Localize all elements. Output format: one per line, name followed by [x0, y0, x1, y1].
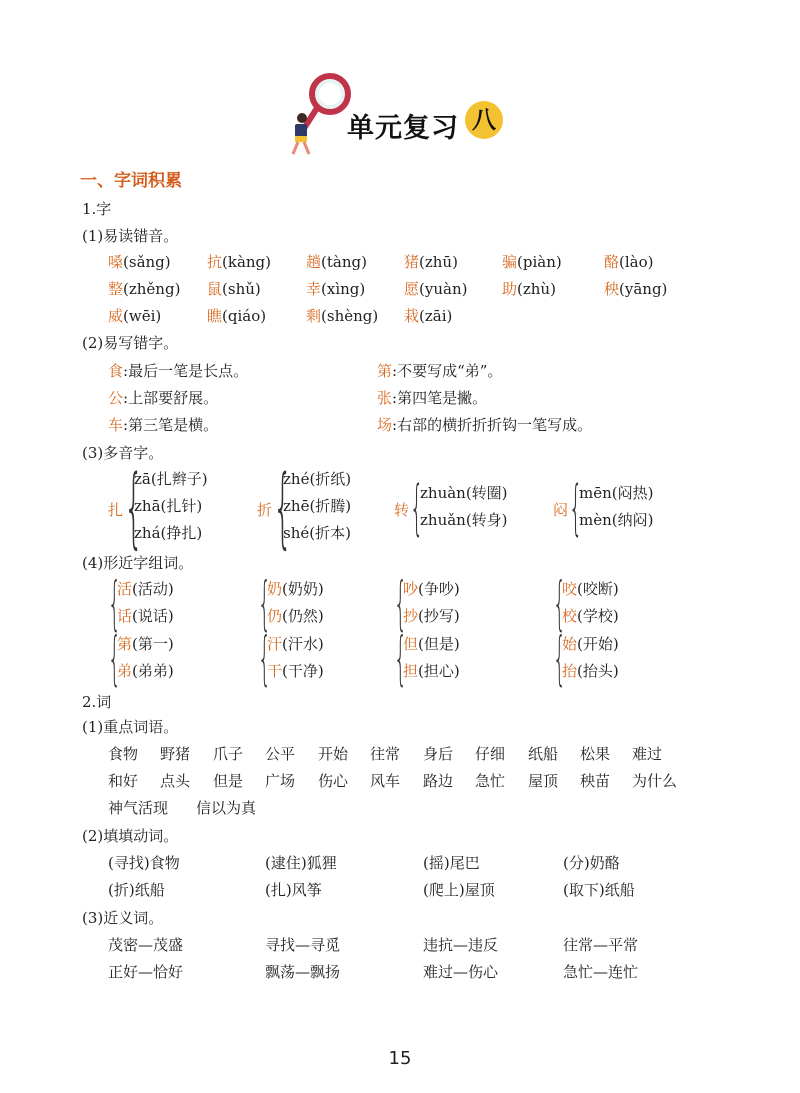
polyphone-reading: zā(扎辫子): [134, 470, 208, 488]
brace-icon: {: [394, 624, 407, 692]
key-word: 纸船: [528, 745, 559, 763]
miswrite-tip: :不要写成“弟”。: [392, 362, 503, 380]
similar-word: (干净): [282, 662, 324, 680]
similar-char: 奶: [267, 580, 283, 598]
pinyin-reading: (sǎng): [123, 253, 171, 271]
synonym-pair: 寻找—寻觅: [265, 936, 341, 954]
similar-char-item: [562, 660, 619, 681]
pinyin-char: 鼠: [207, 280, 223, 298]
pinyin-item: [604, 278, 667, 299]
pinyin-reading: (yuàn): [419, 280, 468, 298]
similar-char: 担: [403, 662, 419, 680]
polyphone-label: (3)多音字。: [82, 444, 164, 462]
miswrite-char: 车: [108, 416, 124, 434]
pinyin-item: [207, 278, 261, 299]
pinyin-char: 愿: [404, 280, 420, 298]
pinyin-label: (1)易读错音。: [82, 227, 179, 245]
verb-phrase: (爬上)屋顶: [423, 881, 495, 899]
similar-char: 仍: [267, 607, 283, 625]
pinyin-char: 抗: [207, 253, 223, 271]
polyphone-reading: shé(折本): [283, 524, 351, 542]
pinyin-char: 助: [502, 280, 518, 298]
pinyin-char: 剩: [306, 307, 322, 325]
verb-fill-label: (2)填填动词。: [82, 827, 179, 845]
key-word: 但是: [213, 772, 244, 790]
similar-char: 弟: [117, 662, 133, 680]
brace-icon: {: [410, 473, 424, 543]
key-word: 风车: [370, 772, 401, 790]
similar-word: (但是): [418, 635, 460, 653]
polyphone-reading: zhuàn(转圈): [420, 484, 508, 502]
key-word: 屋顶: [528, 772, 559, 790]
miswrite-char: 场: [377, 416, 393, 434]
synonym-pair: 正好—恰好: [108, 963, 184, 981]
pinyin-char: 骗: [502, 253, 518, 271]
synonym-pair: 往常—平常: [563, 936, 639, 954]
similar-word: (开始): [577, 635, 619, 653]
brace-icon: {: [258, 624, 271, 692]
pinyin-char: 整: [108, 280, 124, 298]
similar-char: 咬: [562, 580, 578, 598]
similar-char: 活: [117, 580, 133, 598]
pinyin-reading: (shèng): [321, 307, 379, 325]
pinyin-item: [306, 278, 365, 299]
verb-phrase: (摇)尾巴: [423, 854, 480, 872]
pinyin-reading: (tàng): [321, 253, 367, 271]
key-word: 秧苗: [580, 772, 611, 790]
key-word: 爪子: [213, 745, 244, 763]
pinyin-item: [604, 251, 654, 272]
similar-char-item: [267, 660, 324, 681]
pinyin-char: 嗓: [108, 253, 124, 271]
synonym-pair: 违抗—违反: [423, 936, 499, 954]
miswrite-item: [377, 414, 592, 435]
section-heading: 一、字词积累: [80, 171, 182, 191]
similar-char-item: [562, 605, 619, 626]
pinyin-char: 酪: [604, 253, 620, 271]
miswrite-label: (2)易写错字。: [82, 334, 179, 352]
miswrite-item: [108, 360, 248, 381]
miswrite-tip: :第三笔是横。: [123, 416, 219, 434]
key-word: 仔细: [475, 745, 506, 763]
miswrite-tip: :右部的横折折折钩一笔写成。: [392, 416, 593, 434]
similar-word: (活动): [132, 580, 174, 598]
key-word: 开始: [318, 745, 349, 763]
brace-icon: {: [108, 624, 121, 692]
pinyin-item: [306, 251, 367, 272]
key-word: 为什么: [632, 772, 678, 790]
similar-char-item: [267, 605, 324, 626]
key-word: 食物: [108, 745, 139, 763]
miswrite-item: [377, 360, 502, 381]
similar-word: (抄写): [418, 607, 460, 625]
pinyin-char: 瞧: [207, 307, 223, 325]
pinyin-item: [108, 305, 161, 326]
miswrite-char: 食: [108, 362, 124, 380]
brace-icon: {: [273, 456, 293, 558]
similar-word: (弟弟): [132, 662, 174, 680]
synonym-pair: 难过—伤心: [423, 963, 499, 981]
pinyin-reading: (zhū): [419, 253, 458, 271]
similar-char-item: [267, 633, 324, 654]
polyphone-char: 折: [257, 500, 273, 519]
pinyin-reading: (kàng): [222, 253, 272, 271]
miswrite-tip: :第四笔是撇。: [392, 389, 488, 407]
verb-phrase: (折)纸船: [108, 881, 165, 899]
similar-word: (说话): [132, 607, 174, 625]
verb-phrase: (扎)风筝: [265, 881, 322, 899]
polyphone-reading: mēn(闷热): [579, 484, 654, 502]
key-word: 点头: [160, 772, 191, 790]
pinyin-item: [108, 251, 171, 272]
miswrite-item: [377, 387, 487, 408]
miswrite-char: 张: [377, 389, 393, 407]
brace-icon: {: [108, 569, 121, 637]
pinyin-reading: (zāi): [419, 307, 453, 325]
pinyin-item: [207, 251, 271, 272]
pinyin-char: 栽: [404, 307, 420, 325]
similar-char-item: [117, 660, 174, 681]
miswrite-item: [108, 387, 218, 408]
similar-char-item: [267, 578, 324, 599]
key-word: 难过: [632, 745, 663, 763]
unit-title-banner: [285, 72, 525, 162]
key-word: 路边: [423, 772, 454, 790]
pinyin-reading: (zhù): [517, 280, 556, 298]
verb-phrase: (分)奶酪: [563, 854, 620, 872]
brace-icon: {: [553, 624, 566, 692]
similar-word: (抬头): [577, 662, 619, 680]
chars-label: 1.字: [82, 200, 112, 218]
miswrite-tip: :上部要舒展。: [123, 389, 219, 407]
similar-word: (争吵): [418, 580, 460, 598]
key-word: 公平: [265, 745, 296, 763]
pinyin-reading: (piàn): [517, 253, 562, 271]
pinyin-char: 威: [108, 307, 124, 325]
polyphone-char: 转: [394, 501, 410, 519]
pinyin-item: [502, 278, 556, 299]
miswrite-char: 公: [108, 389, 124, 407]
polyphone-reading: zhuǎn(转身): [420, 511, 508, 529]
key-word: 野猪: [160, 745, 191, 763]
similar-char-item: [403, 633, 460, 654]
similar-char: 汗: [267, 635, 283, 653]
verb-phrase: (寻找)食物: [108, 854, 180, 872]
pinyin-reading: (qiáo): [222, 307, 267, 325]
similar-char-item: [403, 578, 460, 599]
synonym-pair: 茂密—茂盛: [108, 936, 184, 954]
pinyin-reading: (lào): [619, 253, 654, 271]
similar-word: (仍然): [282, 607, 324, 625]
similar-char: 干: [267, 662, 283, 680]
pinyin-char: 趟: [306, 253, 322, 271]
brace-icon: {: [258, 569, 271, 637]
key-word: 广场: [265, 772, 296, 790]
synonym-label: (3)近义词。: [82, 909, 164, 927]
similar-char: 抄: [403, 607, 419, 625]
miswrite-tip: :最后一笔是长点。: [123, 362, 249, 380]
similar-word: (汗水): [282, 635, 324, 653]
pinyin-reading: (shǔ): [222, 280, 261, 298]
similar-char-item: [403, 605, 460, 626]
key-word: 伤心: [318, 772, 349, 790]
pinyin-item: [404, 278, 467, 299]
similar-char: 话: [117, 607, 133, 625]
key-word: 松果: [580, 745, 611, 763]
brace-icon: {: [553, 569, 566, 637]
pinyin-item: [306, 305, 378, 326]
similar-word: (咬断): [577, 580, 619, 598]
similar-char: 但: [403, 635, 419, 653]
polyphone-reading: zhé(折纸): [283, 470, 352, 488]
pinyin-reading: (zhěng): [123, 280, 181, 298]
similar-char-item: [117, 605, 174, 626]
synonym-pair: 急忙—连忙: [563, 963, 639, 981]
page-title: 单元复习: [347, 113, 459, 144]
similar-word: (第一): [132, 635, 174, 653]
similar-word: (奶奶): [282, 580, 324, 598]
similar-char-item: [117, 633, 174, 654]
verb-phrase: (逮住)狐狸: [265, 854, 337, 872]
miswrite-item: [108, 414, 218, 435]
polyphone-reading: zhá(挣扎): [134, 524, 203, 542]
similar-char: 始: [562, 635, 578, 653]
pinyin-char: 幸: [306, 280, 322, 298]
key-word: 和好: [108, 772, 139, 790]
page-number: 15: [388, 1048, 412, 1069]
similar-word: (担心): [418, 662, 460, 680]
similar-char-item: [562, 578, 619, 599]
pinyin-reading: (wēi): [123, 307, 162, 325]
similar-char-item: [562, 633, 619, 654]
key-word: 信以为真: [196, 799, 257, 817]
key-word: 身后: [423, 745, 454, 763]
polyphone-char: 扎: [108, 500, 124, 519]
similar-char-label: (4)形近字组词。: [82, 554, 194, 572]
verb-phrase: (取下)纸船: [563, 881, 635, 899]
polyphone-char: 闷: [553, 501, 569, 519]
similar-char: 吵: [403, 580, 419, 598]
similar-char-item: [117, 578, 174, 599]
polyphone-reading: zhē(折腾): [283, 497, 352, 515]
pinyin-char: 猪: [404, 253, 420, 271]
pinyin-item: [207, 305, 266, 326]
words-label: 2.词: [82, 693, 112, 711]
similar-char-item: [403, 660, 460, 681]
synonym-pair: 飘荡—飘扬: [265, 963, 341, 981]
key-word: 神气活现: [108, 799, 169, 817]
key-words-label: (1)重点词语。: [82, 718, 179, 736]
miswrite-char: 第: [377, 362, 393, 380]
pinyin-item: [404, 305, 452, 326]
pinyin-item: [108, 278, 180, 299]
brace-icon: {: [124, 456, 144, 558]
pinyin-char: 秧: [604, 280, 620, 298]
key-word: 往常: [370, 745, 401, 763]
similar-word: (学校): [577, 607, 619, 625]
pinyin-item: [404, 251, 458, 272]
pinyin-reading: (xìng): [321, 280, 366, 298]
unit-number-badge: 八: [465, 101, 503, 139]
key-word: 急忙: [475, 772, 506, 790]
polyphone-reading: zhā(扎针): [134, 497, 203, 515]
polyphone-reading: mèn(纳闷): [579, 511, 654, 529]
brace-icon: {: [394, 569, 407, 637]
similar-char: 第: [117, 635, 133, 653]
pinyin-item: [502, 251, 562, 272]
similar-char: 抬: [562, 662, 578, 680]
similar-char: 校: [562, 607, 578, 625]
brace-icon: {: [569, 473, 583, 543]
pinyin-reading: (yāng): [619, 280, 668, 298]
